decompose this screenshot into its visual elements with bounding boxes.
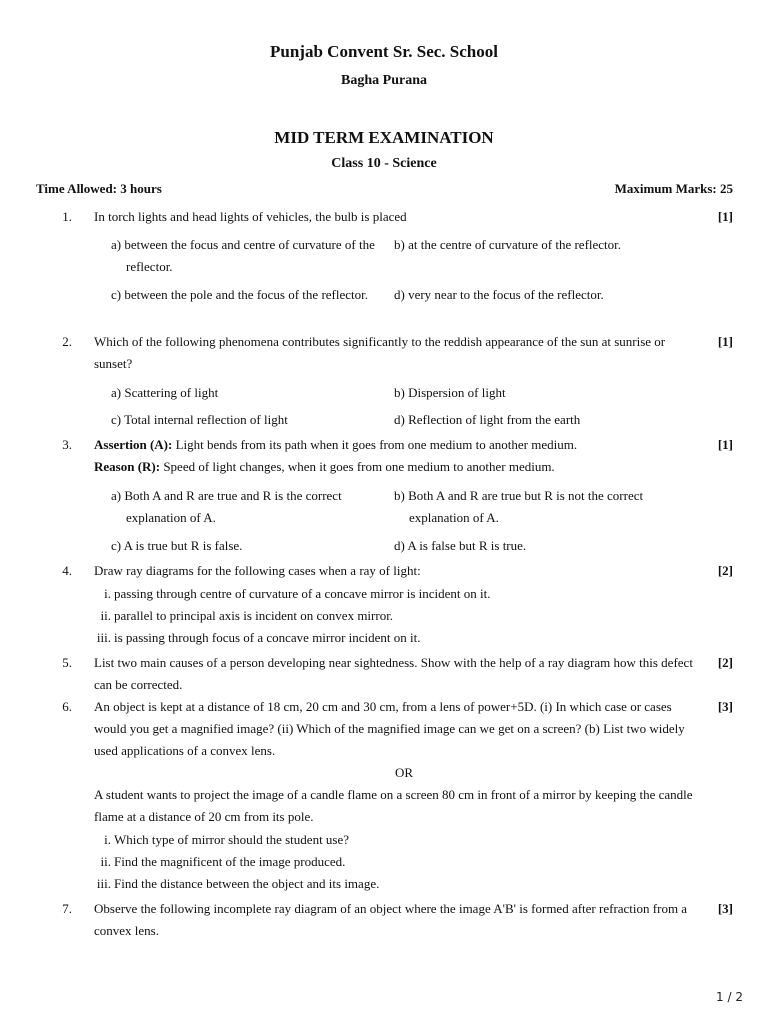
exam-title: MID TERM EXAMINATION [274,128,494,147]
question-2-option-a: a) Scattering of light [111,385,219,400]
question-3-option-b: b) Both A and R are true but R is not the correct explanation of A. [394,488,644,525]
question-6-alternative-text: A student wants to project the image of a candle flame on a screen 80 cm in front of a mirror by keeping the candle flame at a distance of 20 cm from its pole. [94,787,693,824]
question-5-text: List two main causes of a person developing near sightedness. Show with the help of a ray diagram how this defect can be corrected. [94,655,693,692]
question-5-number: 5. [62,655,72,670]
question-2-text: Which of the following phenomena contributes significantly to the reddish appearance of the sun at sunrise or sunset? [94,334,666,371]
page-number: 1 / 2 [716,990,743,1004]
question-5-marks: [2] [717,655,733,670]
question-1-marks: [1] [717,209,733,224]
question-4-marks: [2] [717,563,733,578]
question-1-option-c: c) between the pole and the focus of the reflector. [111,287,368,302]
question-3-option-c: c) A is true but R is false. [111,538,243,553]
question-3-number: 3. [62,437,72,452]
or-separator: OR [394,765,414,780]
question-4-text: Draw ray diagrams for the following cases when a ray of light: [94,563,421,578]
question-3-reason: Reason (R): Speed of light changes, when it goes from one medium to another medium. [94,459,555,474]
question-7-number: 7. [62,901,72,916]
question-1-text: In torch lights and head lights of vehicles, the bulb is placed [94,209,407,224]
question-1-option-a: a) between the focus and centre of curvature of the reflector. [111,237,375,274]
time-allowed: Time Allowed: 3 hours [36,181,162,196]
question-6-text: An object is kept at a distance of 18 cm, 20 cm and 30 cm, from a lens of power+5D. (i) In which case or cases would you get a magnified image? (ii) Which of the magnified image can we get on a screen? (b) List two widely used applications of a convex lens. [94,699,685,758]
question-1-number: 1. [62,209,72,224]
class-subject: Class 10 - Science [331,156,437,171]
question-6-item-iii: iii. Find the distance between the object and its image. [96,876,380,891]
question-6-marks: [3] [717,699,733,714]
question-2-marks: [1] [717,334,733,349]
school-name: Punjab Convent Sr. Sec. School [270,42,498,61]
question-6-item-i: i. Which type of mirror should the student use? [104,832,350,847]
question-2-option-c: c) Total internal reflection of light [111,412,288,427]
question-4-item-i: i. passing through centre of curvature of a concave mirror is incident on it. [104,586,491,601]
question-4-item-iii: iii. is passing through focus of a concave mirror incident on it. [96,630,421,645]
question-7-marks: [3] [717,901,733,916]
question-2-option-d: d) Reflection of light from the earth [394,412,581,427]
question-7-text: Observe the following incomplete ray diagram of an object where the image A'B' is formed after refraction from a convex lens. [94,901,688,938]
question-3-option-a: a) Both A and R are true and R is the correct explanation of A. [111,488,342,525]
question-1-option-d: d) very near to the focus of the reflector. [394,287,604,302]
question-6-number: 6. [62,699,72,714]
question-3-marks: [1] [717,437,733,452]
question-2-option-b: b) Dispersion of light [394,385,506,400]
question-1-option-b: b) at the centre of curvature of the reflector. [394,237,622,252]
school-location: Bagha Purana [341,73,427,88]
question-2-number: 2. [62,334,72,349]
question-3-assertion: Assertion (A): Light bends from its path when it goes from one medium to another medium. [94,437,578,452]
question-6-item-ii: ii. Find the magnificent of the image produced. [100,854,346,869]
maximum-marks: Maximum Marks: 25 [614,181,733,196]
question-4-item-ii: ii. parallel to principal axis is incident on convex mirror. [100,608,394,623]
question-4-number: 4. [62,563,72,578]
question-3-option-d: d) A is false but R is true. [394,538,527,553]
